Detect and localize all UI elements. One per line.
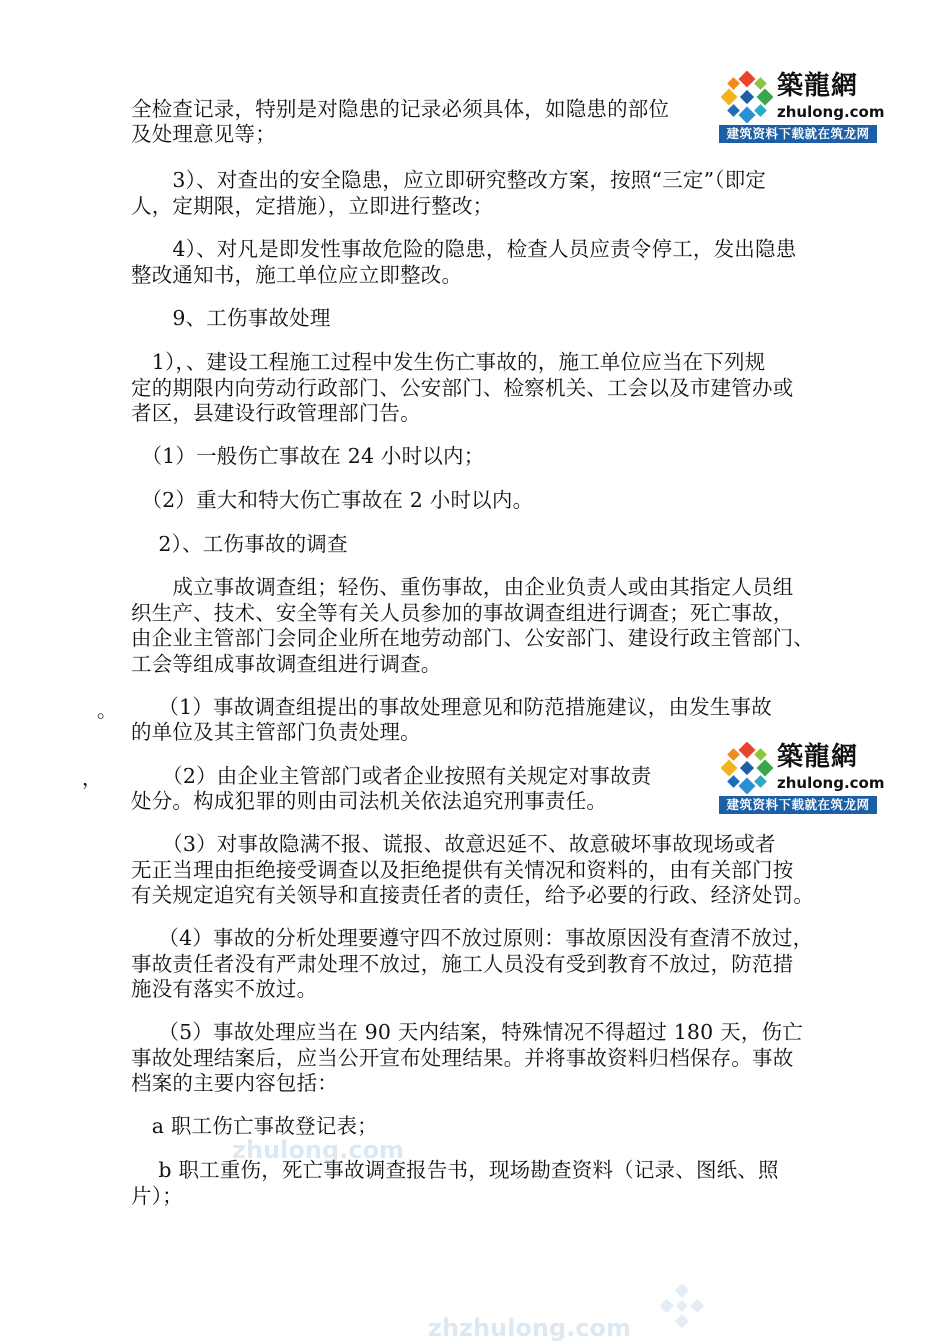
snowflake-logo-icon: [721, 742, 773, 794]
text-line: 4）、对凡是即发性事故危险的隐患，检查人员应责令停工，发出隐患: [131, 237, 797, 261]
text-line: 全检查记录，特别是对隐患的记录必须具体，如隐患的部位: [131, 97, 670, 121]
text-line: 定的期限内向劳动行政部门、公安部门、检察机关、工会以及市建管办或: [131, 376, 794, 400]
snowflake-logo-icon: [721, 71, 773, 123]
zhulong-logo-middle[interactable]: [719, 740, 885, 814]
text-line: 工会等组成事故调查组进行调查。: [131, 652, 442, 676]
text-line: 人，定期限，定措施），立即进行整改；: [131, 194, 494, 218]
text-line: （1）事故调查组提出的事故处理意见和防范措施建议，由发生事故: [131, 695, 772, 719]
logo-chinese-name: 築龍網: [777, 742, 859, 772]
text-line: a 职工伤亡事故登记表；: [131, 1114, 378, 1138]
text-line: 档案的主要内容包括：: [131, 1071, 338, 1095]
text-line: （2）由企业主管部门或者企业按照有关规定对事故责: [131, 764, 652, 788]
watermark-snowflake-icon: [660, 1284, 704, 1328]
watermark-bottom: zhzhulong.com: [428, 1314, 632, 1342]
logo-domain: zhulong.com: [777, 774, 885, 792]
text-line: 整改通知书，施工单位应立即整改。: [131, 263, 463, 287]
stray-comma-mark: ，: [82, 766, 102, 790]
text-line: 织生产、技术、安全等有关人员参加的事故调查组进行调查；死亡事故，: [131, 601, 794, 625]
text-line: 由企业主管部门会同企业所在地劳动部门、公安部门、建设行政主管部门、: [131, 626, 815, 650]
text-line: 无正当理由拒绝接受调查以及拒绝提供有关情况和资料的，由有关部门按: [131, 858, 794, 882]
text-line: （3）对事故隐满不报、谎报、故意迟延不、故意破坏事故现场或者: [131, 832, 776, 856]
logo-slogan: 建筑资料下载就在筑龙网: [719, 796, 877, 814]
text-line: b 职工重伤，死亡事故调查报告书，现场勘查资料（记录、图纸、照: [131, 1158, 779, 1182]
text-line: 1），、建设工程施工过程中发生伤亡事故的，施工单位应当在下列规: [131, 350, 766, 374]
text-line: 施没有落实不放过。: [131, 977, 318, 1001]
logo-slogan: 建筑资料下载就在筑龙网: [719, 125, 877, 143]
logo-chinese-name: 築龍網: [777, 71, 859, 101]
text-line: 及处理意见等；: [131, 122, 276, 146]
text-line: （5）事故处理应当在 90 天内结案，特殊情况不得超过 180 天，伤亡: [131, 1020, 803, 1044]
watermark-mid: zhulong.com: [232, 1136, 404, 1164]
text-line: 事故处理结案后，应当公开宣布处理结果。并将事故资料归档保存。事故: [131, 1046, 794, 1070]
text-line: 的单位及其主管部门负责处理。: [131, 720, 421, 744]
text-line: （2）重大和特大伤亡事故在 2 小时以内。: [131, 488, 534, 512]
zhulong-logo-top[interactable]: [719, 69, 885, 143]
text-line: 处分。构成犯罪的则由司法机关依法追究刑事责任。: [131, 789, 608, 813]
text-line: 者区，县建设行政管理部门告。: [131, 401, 421, 425]
text-line: 成立事故调查组；轻伤、重伤事故，由企业负责人或由其指定人员组: [131, 575, 794, 599]
text-line: （1）一般伤亡事故在 24 小时以内；: [131, 444, 485, 468]
section-heading: 9、工伤事故处理: [131, 306, 331, 330]
logo-domain: zhulong.com: [777, 103, 885, 121]
text-line: 事故责任者没有严肃处理不放过，施工人员没有受到教育不放过，防范措: [131, 952, 794, 976]
text-line: （4）事故的分析处理要遵守四不放过原则：事故原因没有查清不放过，: [131, 926, 814, 950]
text-line: 有关规定追究有关领导和直接责任者的责任，给予必要的行政、经济处罚。: [131, 883, 815, 907]
text-line: 片）；: [131, 1184, 183, 1208]
text-line: 3）、对查出的安全隐患，应立即研究整改方案，按照“三定”（即定: [131, 168, 767, 192]
text-line: 2）、工伤事故的调查: [131, 532, 348, 556]
stray-period-mark: 。: [97, 698, 117, 722]
